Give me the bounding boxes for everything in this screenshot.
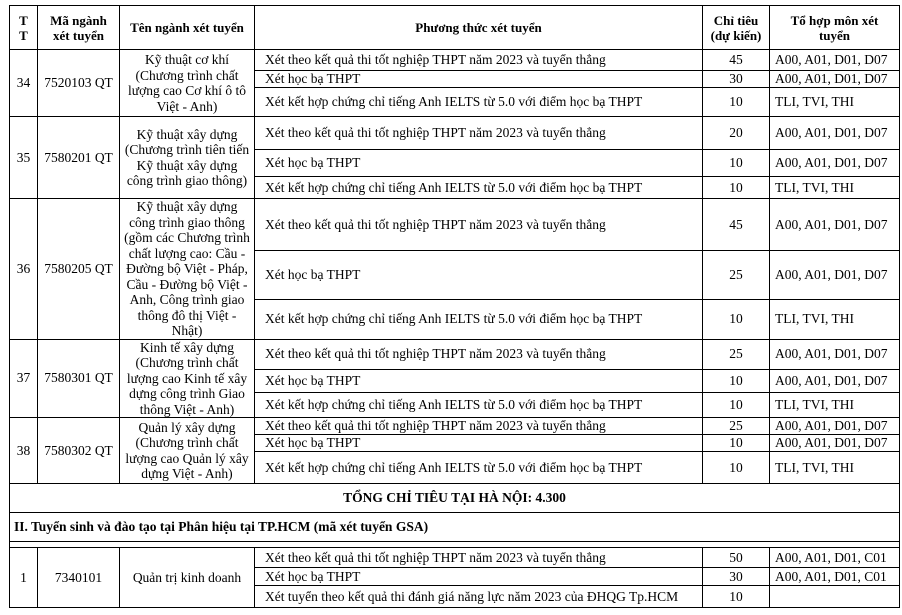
combo-cell — [770, 586, 900, 608]
method-cell: Xét theo kết quả thi tốt nghiệp THPT năm 2023 và tuyển thẳng — [255, 339, 703, 370]
header-method: Phương thức xét tuyển — [255, 6, 703, 50]
section-hcm-title: II. Tuyển sinh và đào tạo tại Phân hiệu tại TP.HCM (mã xét tuyển GSA) — [10, 513, 900, 542]
combo-cell: A00, A01, D01, D07 — [770, 251, 900, 300]
method-cell: Xét kết hợp chứng chỉ tiếng Anh IELTS từ 5.0 với điểm học bạ THPT — [255, 177, 703, 199]
quota-cell: 25 — [703, 418, 770, 435]
major-name-cell: Quản trị kinh doanh — [120, 548, 255, 608]
header-code: Mã ngành xét tuyển — [38, 6, 120, 50]
stt-cell: 37 — [10, 339, 38, 418]
combo-cell: A00, A01, D01, D07 — [770, 117, 900, 150]
stt-cell: 35 — [10, 117, 38, 199]
total-hanoi: TỔNG CHỈ TIÊU TẠI HÀ NỘI: 4.300 — [10, 484, 900, 513]
method-cell: Xét kết hợp chứng chỉ tiếng Anh IELTS từ 5.0 với điểm học bạ THPT — [255, 88, 703, 117]
header-quota: Chỉ tiêu (dự kiến) — [703, 6, 770, 50]
method-cell: Xét theo kết quả thi tốt nghiệp THPT năm 2023 và tuyển thẳng — [255, 418, 703, 435]
header-combo: Tổ hợp môn xét tuyển — [770, 6, 900, 50]
quota-cell: 45 — [703, 199, 770, 251]
combo-cell: A00, A01, D01, D07 — [770, 370, 900, 392]
quota-cell: 10 — [703, 300, 770, 339]
method-cell: Xét tuyển theo kết quả thi đánh giá năng lực năm 2023 của ĐHQG Tp.HCM — [255, 586, 703, 608]
header-row — [10, 6, 900, 50]
major-name-cell: Kỹ thuật xây dựng công trình giao thông (gồm các Chương trình chất lượng cao: Cầu - Đường bộ Việt - Pháp, Cầu - Đường bộ Việt - Anh, Công trình giao thông đô thị Việt - Nhật) — [120, 199, 255, 340]
combo-cell: TLI, TVI, THI — [770, 177, 900, 199]
quota-cell: 10 — [703, 150, 770, 177]
major-name-cell: Quản lý xây dựng (Chương trình chất lượng cao Quản lý xây dựng Việt - Anh) — [120, 418, 255, 484]
combo-cell: A00, A01, D01, D07 — [770, 435, 900, 452]
method-cell: Xét theo kết quả thi tốt nghiệp THPT năm 2023 và tuyển thẳng — [255, 50, 703, 71]
quota-cell: 50 — [703, 548, 770, 568]
stt-cell: 34 — [10, 50, 38, 117]
quota-cell: 30 — [703, 71, 770, 88]
method-cell: Xét học bạ THPT — [255, 150, 703, 177]
method-cell: Xét theo kết quả thi tốt nghiệp THPT năm 2023 và tuyển thẳng — [255, 548, 703, 568]
code-cell: 7580201 QT — [38, 117, 120, 199]
quota-cell: 45 — [703, 50, 770, 71]
quota-cell: 10 — [703, 452, 770, 484]
stt-cell: 36 — [10, 199, 38, 340]
quota-cell: 25 — [703, 251, 770, 300]
header-name: Tên ngành xét tuyển — [120, 6, 255, 50]
code-cell: 7520103 QT — [38, 50, 120, 117]
total-row — [10, 484, 900, 513]
quota-cell: 10 — [703, 370, 770, 392]
combo-cell: TLI, TVI, THI — [770, 88, 900, 117]
combo-cell: A00, A01, D01, D07 — [770, 50, 900, 71]
combo-cell: TLI, TVI, THI — [770, 452, 900, 484]
table-row — [10, 548, 900, 568]
stt-cell: 38 — [10, 418, 38, 484]
code-cell: 7580302 QT — [38, 418, 120, 484]
combo-cell: A00, A01, D01, D07 — [770, 150, 900, 177]
combo-cell: A00, A01, D01, D07 — [770, 71, 900, 88]
quota-cell: 10 — [703, 586, 770, 608]
combo-cell: TLI, TVI, THI — [770, 392, 900, 417]
method-cell: Xét học bạ THPT — [255, 71, 703, 88]
method-cell: Xét học bạ THPT — [255, 568, 703, 586]
combo-cell: A00, A01, D01, C01 — [770, 548, 900, 568]
method-cell: Xét kết hợp chứng chỉ tiếng Anh IELTS từ 5.0 với điểm học bạ THPT — [255, 300, 703, 339]
major-name-cell: Kỹ thuật cơ khí (Chương trình chất lượng cao Cơ khí ô tô Việt - Anh) — [120, 50, 255, 117]
code-cell: 7580301 QT — [38, 339, 120, 418]
method-cell: Xét học bạ THPT — [255, 370, 703, 392]
quota-cell: 10 — [703, 88, 770, 117]
quota-cell: 20 — [703, 117, 770, 150]
method-cell: Xét học bạ THPT — [255, 435, 703, 452]
section-row — [10, 513, 900, 542]
quota-cell: 25 — [703, 339, 770, 370]
combo-cell: TLI, TVI, THI — [770, 300, 900, 339]
quota-cell: 10 — [703, 435, 770, 452]
method-cell: Xét kết hợp chứng chỉ tiếng Anh IELTS từ 5.0 với điểm học bạ THPT — [255, 392, 703, 417]
quota-cell: 10 — [703, 392, 770, 417]
table-row — [10, 339, 900, 370]
table-row — [10, 117, 900, 150]
table-row — [10, 50, 900, 71]
combo-cell: A00, A01, D01, C01 — [770, 568, 900, 586]
method-cell: Xét học bạ THPT — [255, 251, 703, 300]
code-cell: 7340101 — [38, 548, 120, 608]
combo-cell: A00, A01, D01, D07 — [770, 199, 900, 251]
code-cell: 7580205 QT — [38, 199, 120, 340]
stt-cell: 1 — [10, 548, 38, 608]
combo-cell: A00, A01, D01, D07 — [770, 418, 900, 435]
method-cell: Xét theo kết quả thi tốt nghiệp THPT năm 2023 và tuyển thẳng — [255, 199, 703, 251]
major-name-cell: Kỹ thuật xây dựng (Chương trình tiên tiến Kỹ thuật xây dựng công trình giao thông) — [120, 117, 255, 199]
admission-table — [9, 5, 900, 608]
document-page — [9, 5, 899, 608]
quota-cell: 10 — [703, 177, 770, 199]
combo-cell: A00, A01, D01, D07 — [770, 339, 900, 370]
major-name-cell: Kinh tế xây dựng (Chương trình chất lượng cao Kinh tế xây dựng công trình Giao thông Việt - Anh) — [120, 339, 255, 418]
header-stt: T T — [10, 6, 38, 50]
method-cell: Xét kết hợp chứng chỉ tiếng Anh IELTS từ 5.0 với điểm học bạ THPT — [255, 452, 703, 484]
table-row — [10, 199, 900, 251]
table-row — [10, 418, 900, 435]
method-cell: Xét theo kết quả thi tốt nghiệp THPT năm 2023 và tuyển thẳng — [255, 117, 703, 150]
quota-cell: 30 — [703, 568, 770, 586]
